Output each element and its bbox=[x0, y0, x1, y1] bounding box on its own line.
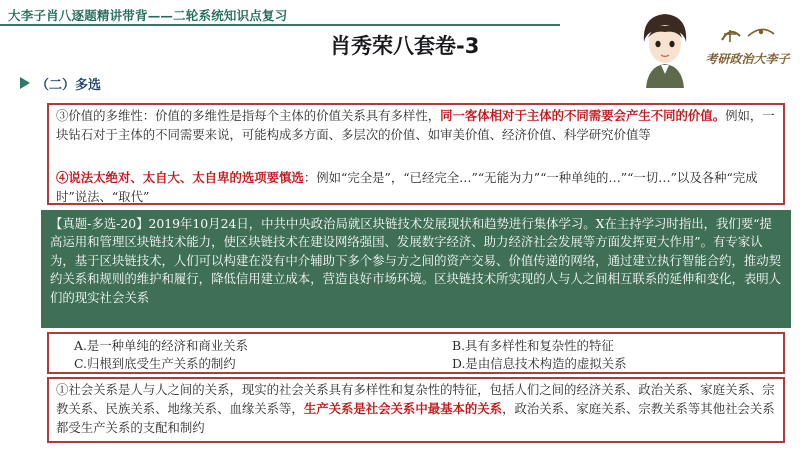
explanation-text: ①社会关系是人与人之间的关系，现实的社会关系具有多样性和复杂性的特征，包括人们之间的经济关系、政治关系、家庭关系、宗教关系、民族关系、地缘关系、血缘关系等， bbox=[56, 382, 775, 416]
explanation-highlight: ④说法太绝对、太自大、太自卑的选项要慎选 bbox=[56, 170, 304, 185]
page-title: 肖秀荣八套卷-3 bbox=[330, 34, 480, 58]
explanation-paragraph-1 bbox=[56, 106, 778, 144]
brand-text: 考研政治大李子 bbox=[705, 52, 790, 66]
option-c[interactable]: C.归根到底受生产关系的制约 bbox=[74, 356, 236, 371]
section-label: （二）多选 bbox=[36, 78, 102, 93]
section-marker-icon bbox=[20, 77, 30, 89]
explanation-text: ：例如“完全是”，“已经完全…”“无能为力”“一种单纯的…”“一切…”以及各种“完成时”说法、“取代” bbox=[56, 170, 758, 204]
explanation-text: ③价值的多维性：价值的多维性是指每个主体的价值关系具有多样性， bbox=[56, 108, 441, 123]
explanation-highlight: 生产关系是社会关系中最基本的关系 bbox=[303, 401, 503, 416]
question-text: 【真题-多选-20】2019年10月24日，中共中央政治局就区块链技术发展现状和趋势进行集体学习。X在主持学习时指出，我们要“提高运用和管理区块链技术能力，使区块链技术在建设网络强国、发展数字经济、助力经济社会发展等方面发挥更大作用”。有专家认为，基于区块链技术，人们可以构建在没有中介辅助下多个参与方之间的资产交易、价值传递的网络，通过建立执行智能合约，推动契约关系和规则的维护和履行，降低信用建立成本，营造良好市场环境。区块链技术所实现的人与人之间相互联系的延伸和变化，表明人们的现实社会关系 bbox=[50, 216, 782, 305]
option-a[interactable]: A.是一种单纯的经济和商业关系 bbox=[74, 338, 248, 353]
option-d[interactable]: D.是由信息技术构造的虚拟关系 bbox=[452, 356, 627, 371]
explanation-highlight: 同一客体相对于主体的不同需要会产生不同的价值。 bbox=[440, 108, 726, 123]
option-b[interactable]: B.具有多样性和复杂性的特征 bbox=[452, 338, 614, 353]
header-divider bbox=[0, 24, 560, 26]
explanation-paragraph-2 bbox=[56, 168, 778, 206]
explanation-text: 例如，一块钻石对于主体的不同需要来说，可能构成多方面、多层次的价值、如审美价值、经济价值、科学研究价值等 bbox=[56, 108, 775, 142]
avatar-illustration bbox=[634, 8, 696, 88]
explanation-paragraph-bottom bbox=[56, 380, 780, 437]
explanation-text: ，政治关系、家庭关系、宗教关系等其他社会关系都受生产关系的支配和制约 bbox=[56, 401, 775, 435]
course-title: 大李子肖八逐题精讲带背——二轮系统知识点复习 bbox=[8, 8, 288, 23]
